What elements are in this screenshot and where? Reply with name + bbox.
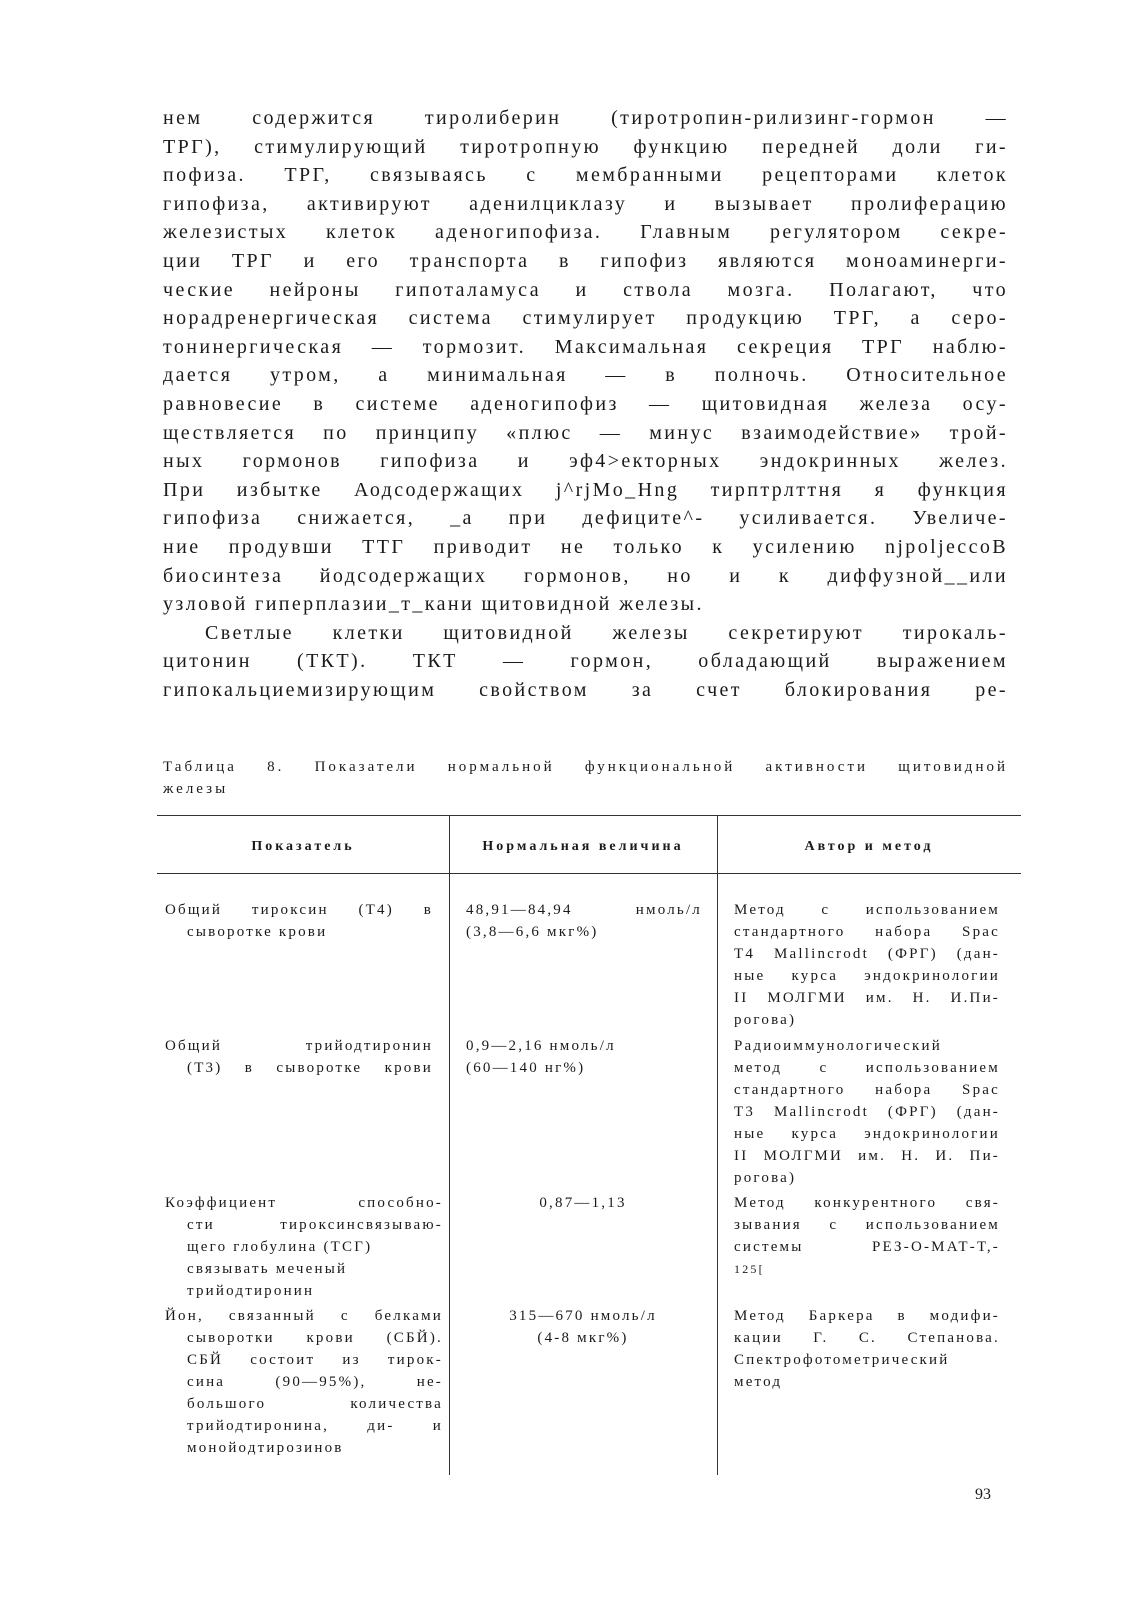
cell-line: Общий трийодтиронин: [165, 1038, 433, 1054]
row-4-indicator: [165, 1305, 443, 1459]
body-line: дается утром, а минимальная — в полночь. Относительное: [163, 364, 1008, 387]
table-top-rule: [157, 815, 1021, 816]
body-line: При избытке Аодсодержащих j^rjMo_Hng тирптрлттня я функция: [163, 478, 1008, 501]
caption-line-2: железы: [163, 781, 229, 797]
body-line: железистых клеток аденогипофиза. Главным регулятором секре-: [163, 221, 1008, 244]
cell-line: 315—670 нмоль/л: [509, 1308, 657, 1324]
cell-line: системы РЕЗ-О-МАТ-Т,-: [734, 1239, 1000, 1255]
cell-line: (4-8 мкг%): [537, 1330, 629, 1346]
body-line: норадренергическая система стимулирует продукцию ТРГ, а серо-: [163, 307, 1008, 330]
cell-line: (Т3) в сыворотке крови: [187, 1060, 433, 1076]
cell-line: II МОЛГМИ им. Н. И.Пи-: [734, 990, 1000, 1006]
cell-line: трийодтиронина, ди- и: [187, 1418, 443, 1434]
cell-line: связывать меченый: [187, 1261, 348, 1277]
column-divider-2: [717, 815, 718, 1475]
body-line: ТРГ), стимулирующий тиротропную функцию передней доли ги-: [163, 135, 1008, 158]
row-3-method: [734, 1192, 1000, 1280]
cell-line: щего глобулина (ТСГ): [187, 1239, 373, 1255]
row-3-value: [449, 1192, 717, 1214]
body-line: биосинтеза йодсодержащих гормонов, но и к диффузной__или: [163, 564, 1008, 587]
cell-line: Т4 Mallincrodt (ФРГ) (дан-: [734, 946, 1000, 962]
cell-line: 0,9—2,16 нмоль/л: [466, 1038, 616, 1054]
body-line: ществляется по принципу «плюс — минус взаимодействие» трой-: [163, 421, 1008, 444]
cell-line: (60—140 нг%): [466, 1060, 586, 1076]
body-line: нем содержится тиролиберин (тиротропин-рилизинг-гормон —: [163, 107, 1008, 129]
cell-line: ные курса эндокринологии: [734, 968, 1000, 984]
cell-line: 48,91—84,94 нмоль/л: [466, 902, 702, 918]
cell-line: метод с использованием: [734, 1060, 1000, 1076]
cell-line: Спектрофотометрический: [734, 1352, 950, 1368]
cell-line: сыворотки крови (СБЙ).: [187, 1330, 443, 1346]
body-line: ние продувши ТТГ приводит не только к усилению njpoljeccoB: [163, 535, 1008, 558]
cell-line: Метод Баркера в модифи-: [734, 1308, 1000, 1324]
row-3-indicator: [165, 1192, 443, 1302]
cell-line: стандартного набора Spac: [734, 1082, 1000, 1098]
cell-line: (3,8—6,6 мкг%): [466, 924, 599, 940]
cell-line: Йон, связанный с белками: [165, 1308, 443, 1324]
column-divider-1: [449, 815, 450, 1475]
cell-line: рогова): [734, 1170, 797, 1186]
body-line: гипофиза, активируют аденилциклазу и вызывает пролиферацию: [163, 192, 1008, 215]
body-text: [163, 104, 1008, 704]
cell-line: Коэффициент способно-: [165, 1195, 443, 1211]
table-caption: [163, 756, 1008, 800]
header-normal-value: Нормальная величина: [482, 839, 684, 854]
cell-line: Радиоиммунологический: [734, 1038, 942, 1054]
body-line: пофиза. ТРГ, связываясь с мембранными рецепторами клеток: [163, 164, 1008, 187]
body-line: гипокальциемизирующим свойством за счет блокирования ре-: [163, 678, 1008, 701]
cell-line: 125[: [734, 1262, 765, 1276]
cell-line: Общий тироксин (Т4) в: [165, 902, 433, 918]
row-4-method: [734, 1305, 1000, 1393]
cell-line: Метод конкурентного свя-: [734, 1195, 1000, 1211]
body-line: гипофиза снижается, _а при дефиците^- усиливается. Увеличе-: [163, 507, 1008, 530]
cell-line: зывания с использованием: [734, 1217, 1000, 1233]
row-1-indicator: [165, 899, 433, 943]
header-author-method: Автор и метод: [804, 839, 934, 854]
body-line: тонинергическая — тормозит. Максимальная секреция ТРГ наблю-: [163, 335, 1008, 358]
cell-line: стандартного набора Spac: [734, 924, 1000, 940]
page-number: 93: [975, 1486, 991, 1503]
cell-line: 0,87—1,13: [539, 1195, 627, 1211]
table-header-rule: [157, 873, 1021, 874]
body-line: цитонин (ТКТ). ТКТ — гормон, обладающий выражением: [163, 650, 1008, 673]
row-4-value: [449, 1305, 717, 1349]
body-line: ции ТРГ и его транспорта в гипофиз являются моноаминерги-: [163, 249, 1008, 272]
cell-line: сыворотке крови: [187, 924, 328, 940]
row-1-method: [734, 899, 1000, 1031]
body-line: узловой гиперплазии_т_кани щитовидной железы.: [163, 593, 704, 616]
cell-line: монойодтирозинов: [187, 1440, 344, 1456]
header-indicator: Показатель: [251, 839, 355, 854]
body-line: Светлые клетки щитовидной железы секретируют тирокаль-: [205, 621, 1008, 644]
row-2-method: [734, 1035, 1000, 1189]
cell-line: Метод с использованием: [734, 902, 1000, 918]
cell-line: ные курса эндокринологии: [734, 1126, 1000, 1142]
caption-line-1: Таблица 8. Показатели нормальной функциональной активности щитовидной: [163, 759, 1008, 775]
body-line: ных гормонов гипофиза и эф4>екторных эндокринных желез.: [163, 450, 1008, 473]
cell-line: кации Г. С. Степанова.: [734, 1330, 1000, 1346]
cell-line: сина (90—95%), не-: [187, 1374, 443, 1390]
cell-line: трийодтиронин: [187, 1283, 315, 1299]
cell-line: большого количества: [187, 1396, 443, 1412]
cell-line: метод: [734, 1374, 783, 1390]
body-line: равновесие в системе аденогипофиз — щитовидная железа осу-: [163, 392, 1008, 415]
indicators-table: [157, 815, 1021, 1475]
row-2-value: [466, 1035, 702, 1079]
cell-line: рогова): [734, 1012, 797, 1028]
row-1-value: [466, 899, 702, 943]
cell-line: СБЙ состоит из тирок-: [187, 1352, 443, 1368]
row-2-indicator: [165, 1035, 433, 1079]
body-line: ческие нейроны гипоталамуса и ствола мозга. Полагают, что: [163, 278, 1008, 301]
cell-line: Т3 Mallincrodt (ФРГ) (дан-: [734, 1104, 1000, 1120]
cell-line: сти тироксинсвязываю-: [187, 1217, 443, 1233]
cell-line: II МОЛГМИ им. Н. И. Пи-: [734, 1148, 1000, 1164]
